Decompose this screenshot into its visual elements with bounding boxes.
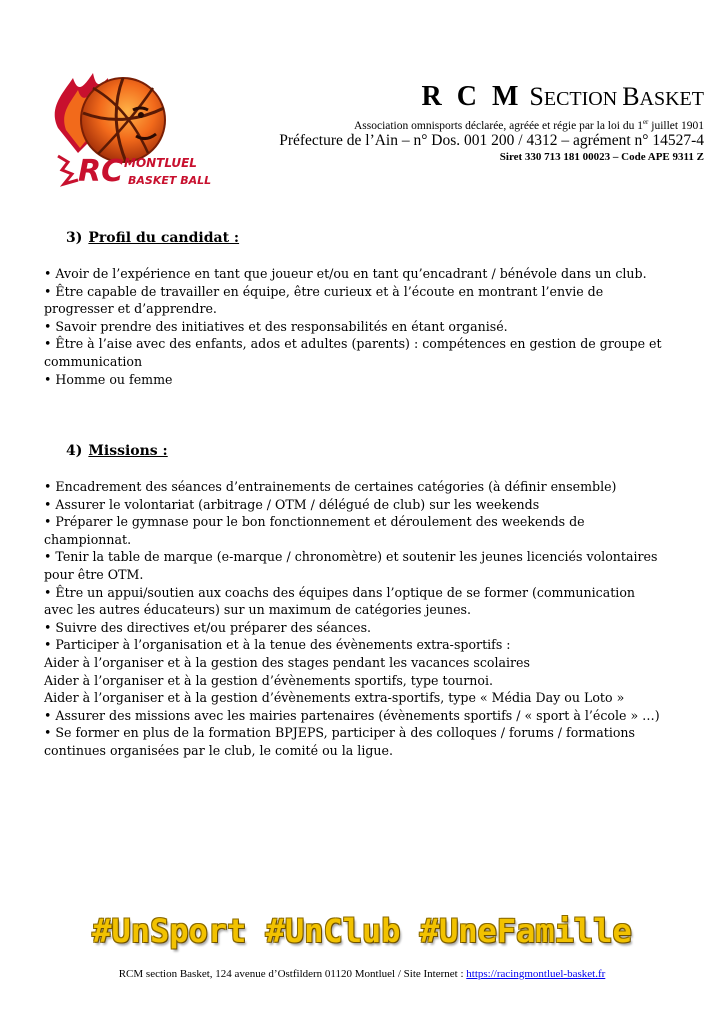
- title-rcm: R C M: [421, 81, 523, 112]
- list-item: • Participer à l’organisation et à la tenue des évènements extra-sportifs :: [44, 637, 511, 653]
- club-title: [279, 82, 704, 114]
- section-3-heading: [66, 230, 239, 246]
- title-cap-s: S: [529, 82, 544, 111]
- letterhead: [279, 82, 704, 163]
- section-3-list: [44, 265, 664, 388]
- list-item: • Être capable de travailler en équipe, être curieux et à l’écoute en montrant l’envie de progresser et d’apprendre.: [44, 283, 604, 317]
- siret-line: Siret 330 713 181 00023 – Code APE 9311 Z: [499, 150, 704, 163]
- title-section: [529, 82, 704, 111]
- list-item: • Tenir la table de marque (e-marque / chronomètre) et soutenir les jeunes licenciés volontaires pour être OTM.: [44, 549, 658, 582]
- list-item: • Avoir de l’expérience en tant que joueur et/ou en tant qu’encadrant / bénévole dans un club.: [44, 266, 647, 281]
- list-item: • Assurer le volontariat (arbitrage / OTM / délégué de club) sur les weekends: [44, 496, 540, 512]
- section-4-title: Missions :: [88, 443, 168, 459]
- list-item: Aider à l’organiser et à la gestion d’évènements sportifs, type tournoi.: [44, 672, 494, 688]
- section-4-heading: [66, 443, 168, 459]
- title-rest-basket: ASKET: [639, 88, 704, 110]
- association-line: [279, 118, 704, 132]
- association-sup: er: [642, 118, 649, 126]
- logo-rc: RC: [78, 154, 124, 189]
- logo-basketball: BASKET BALL: [128, 174, 212, 187]
- list-item: • Encadrement des séances d’entrainements de certaines catégories (à définir ensemble): [44, 479, 617, 494]
- list-item: Aider à l’organiser et à la gestion des stages pendant les vacances scolaires: [44, 654, 530, 670]
- association-date: juillet 1901: [648, 119, 704, 132]
- section-4-number: 4): [66, 443, 83, 459]
- list-item: • Être à l’aise avec des enfants, ados et adultes (parents) : compétences en gestion de groupe et communication: [44, 336, 662, 369]
- list-item: • Être un appui/soutien aux coachs des équipes dans l’optique de se former (communication avec les autres éducateurs) sur un maximum de catégories jeunes.: [44, 584, 636, 618]
- prefecture-line: Préfecture de l’Ain – n° Dos. 001 200 / 4312 – agrément n° 14527-4: [279, 131, 704, 149]
- title-cap-b: B: [622, 82, 640, 111]
- association-text: Association omnisports déclarée, agréée et régie par la loi du 1: [353, 119, 643, 132]
- section-3-number: 3): [66, 230, 83, 246]
- footer-address: RCM section Basket, 124 avenue d’Ostfildern 01120 Montluel / Site Internet :: [118, 968, 467, 980]
- title-rest-section: ECTION: [543, 88, 623, 110]
- section-3-title: Profil du candidat :: [88, 230, 240, 246]
- list-item: • Préparer le gymnase pour le bon fonctionnement et déroulement des weekends de championnat.: [44, 514, 585, 547]
- list-item: • Assurer des missions avec les mairies partenaires (évènements sportifs / « sport à l’école » …): [44, 707, 660, 723]
- list-item: Aider à l’organiser et à la gestion d’évènements extra-sportifs, type « Média Day ou Loto »: [44, 690, 625, 706]
- list-item: • Homme ou femme: [44, 371, 173, 387]
- list-item: • Savoir prendre des initiatives et des responsabilités en étant organisé.: [44, 318, 508, 334]
- list-item: • Suivre des directives et/ou préparer des séances.: [44, 619, 372, 635]
- website-link[interactable]: https://racingmontluel-basket.fr: [466, 968, 606, 980]
- footer: [0, 968, 724, 980]
- club-logo: [38, 58, 212, 198]
- section-4-list: [44, 478, 664, 760]
- logo-montluel: MONTLUEL: [124, 156, 197, 170]
- list-item: • Se former en plus de la formation BPJEPS, participer à des colloques / forums / formations continues organisées par le club, le comité ou la ligue.: [44, 725, 636, 758]
- hashtag-banner: #UnSport #UnClub #UneFamille: [92, 912, 632, 950]
